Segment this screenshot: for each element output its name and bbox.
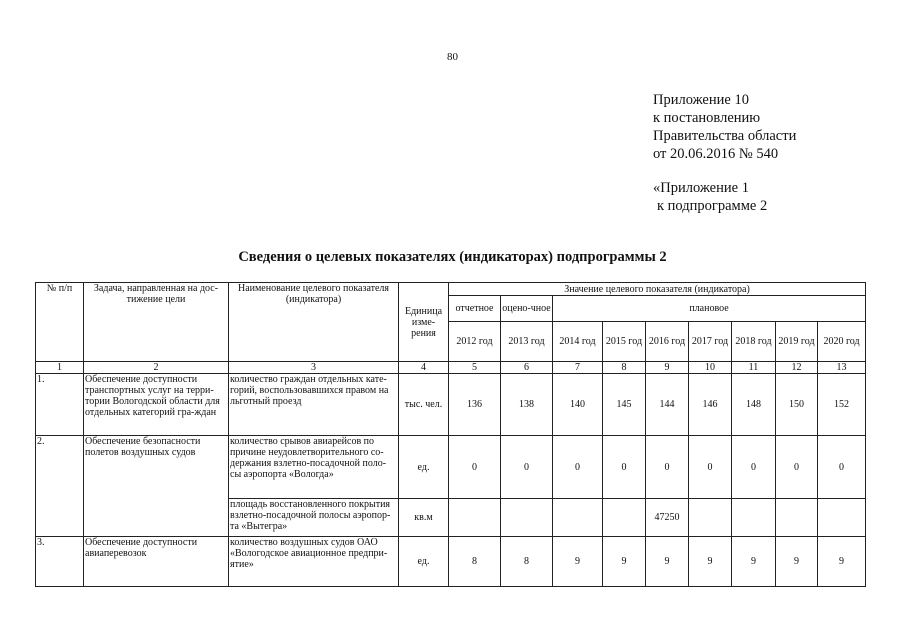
header-estimated: оцено-чное	[501, 296, 553, 322]
row-value: 0	[818, 436, 866, 499]
appendix-sub-line: «Приложение 1	[653, 180, 749, 196]
row-value: 0	[501, 436, 553, 499]
row-task: Обеспечение доступности транспортных услуг на терри-тории Вологодской области для отдельных категорий гра-ждан	[84, 374, 229, 436]
row-value: 0	[449, 436, 501, 499]
row-value: 47250	[646, 499, 689, 537]
header-year: 2012 год	[449, 322, 501, 362]
column-numbers-row	[36, 362, 866, 374]
row-value	[501, 499, 553, 537]
table-row	[36, 374, 866, 436]
row-value: 9	[732, 537, 776, 587]
row-value: 9	[646, 537, 689, 587]
row-value: 8	[449, 537, 501, 587]
column-number: 7	[553, 362, 603, 374]
column-number: 1	[36, 362, 84, 374]
page-number: 80	[447, 51, 458, 63]
column-number: 11	[732, 362, 776, 374]
row-value: 152	[818, 374, 866, 436]
appendix-line: от 20.06.2016 № 540	[653, 146, 779, 162]
row-num: 1.	[36, 374, 84, 436]
row-value: 8	[501, 537, 553, 587]
header-year: 2014 год	[553, 322, 603, 362]
appendix-line: к постановлению	[653, 110, 761, 126]
row-indicator: количество срывов авиарейсов по причине неудовлетворительного со-держания взлетно-посадочной поло-сы аэропорта «Вологда»	[229, 436, 399, 499]
row-value: 0	[776, 436, 818, 499]
row-value: 150	[776, 374, 818, 436]
column-number: 2	[84, 362, 229, 374]
column-number: 3	[229, 362, 399, 374]
row-unit: кв.м	[399, 499, 449, 537]
row-value: 9	[689, 537, 732, 587]
row-task: Обеспечение безопасности полетов воздушных судов	[84, 436, 229, 537]
indicators-table	[35, 282, 866, 587]
row-value: 9	[818, 537, 866, 587]
row-value: 9	[553, 537, 603, 587]
column-number: 5	[449, 362, 501, 374]
column-number: 12	[776, 362, 818, 374]
row-value: 0	[689, 436, 732, 499]
row-value	[449, 499, 501, 537]
row-value: 145	[603, 374, 646, 436]
row-value: 9	[603, 537, 646, 587]
appendix-sub-line: к подпрограмме 2	[657, 198, 768, 214]
row-indicator: площадь восстановленного покрытия взлетно-посадочной полосы аэропор-та «Вытегра»	[229, 499, 399, 537]
row-value	[603, 499, 646, 537]
row-value: 144	[646, 374, 689, 436]
row-value: 0	[732, 436, 776, 499]
row-value: 138	[501, 374, 553, 436]
row-indicator: количество граждан отдельных кате-горий, воспользовавшихся правом на льготный проезд	[229, 374, 399, 436]
header-indicator: Наименование целевого показателя (индикатора)	[229, 283, 399, 362]
row-value: 140	[553, 374, 603, 436]
appendix-line: Приложение 10	[653, 92, 749, 108]
row-value	[732, 499, 776, 537]
appendix-line: Правительства области	[653, 128, 797, 144]
table-row	[36, 436, 866, 499]
row-num: 2.	[36, 436, 84, 537]
row-value: 0	[553, 436, 603, 499]
row-value	[818, 499, 866, 537]
row-value: 148	[732, 374, 776, 436]
column-number: 9	[646, 362, 689, 374]
column-number: 4	[399, 362, 449, 374]
header-year: 2018 год	[732, 322, 776, 362]
header-year: 2015 год	[603, 322, 646, 362]
row-value: 136	[449, 374, 501, 436]
header-year: 2013 год	[501, 322, 553, 362]
column-number: 13	[818, 362, 866, 374]
row-unit: ед.	[399, 537, 449, 587]
row-unit: тыс. чел.	[399, 374, 449, 436]
header-planned: плановое	[553, 296, 866, 322]
column-number: 10	[689, 362, 732, 374]
row-value	[689, 499, 732, 537]
row-task: Обеспечение доступности авиаперевозок	[84, 537, 229, 587]
appendix-sub-block	[653, 179, 767, 215]
row-value	[776, 499, 818, 537]
row-value	[553, 499, 603, 537]
header-year: 2019 год	[776, 322, 818, 362]
header-num: № п/п	[36, 283, 84, 362]
header-year: 2017 год	[689, 322, 732, 362]
row-value: 0	[603, 436, 646, 499]
header-year: 2020 год	[818, 322, 866, 362]
row-indicator: количество воздушных судов ОАО «Вологодское авиационное предпри-ятие»	[229, 537, 399, 587]
appendix-block	[653, 91, 796, 163]
row-value: 9	[776, 537, 818, 587]
header-value: Значение целевого показателя (индикатора)	[449, 283, 866, 296]
header-reported: отчетное	[449, 296, 501, 322]
document-title: Сведения о целевых показателях (индикаторах) подпрограммы 2	[238, 249, 667, 265]
header-task: Задача, направленная на дос-тижение цели	[84, 283, 229, 362]
header-year: 2016 год	[646, 322, 689, 362]
row-num: 3.	[36, 537, 84, 587]
column-number: 8	[603, 362, 646, 374]
row-value: 146	[689, 374, 732, 436]
row-unit: ед.	[399, 436, 449, 499]
header-unit: Единица изме-рения	[399, 283, 449, 362]
row-value: 0	[646, 436, 689, 499]
column-number: 6	[501, 362, 553, 374]
table-row	[36, 537, 866, 587]
